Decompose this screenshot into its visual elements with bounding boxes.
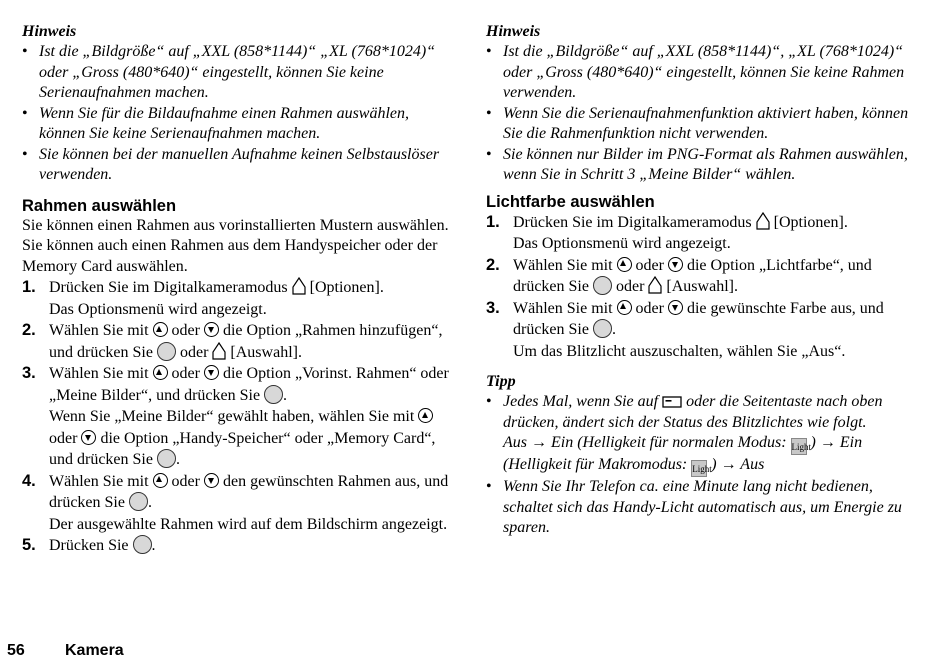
step-item: 4. Wählen Sie mit oder den gewünschten Rahmen aus, und drücken Sie . Der ausgewählte Rahmen wird auf dem Bildschirm angezeigt. <box>22 471 449 533</box>
nav-up-icon <box>153 322 168 337</box>
list-item: • Ist die „Bildgröße“ auf „XXL (858*1144)“ „XL (768*1024)“ oder „Gross (480*640)“ eingestellt, können Sie keine Serienaufnahmen machen. <box>22 43 436 101</box>
softkey-icon <box>212 342 226 360</box>
page-number: 56 <box>7 642 25 659</box>
bullet-icon: • <box>22 104 28 122</box>
step-item: 3. Wählen Sie mit oder die Option „Vorinst. Rahmen“ oder „Meine Bilder“, und drücken Sie . Wenn Sie „Meine Bilder“ gewählt haben, wählen Sie mit oder die Option „Handy-Speicher“ oder „Memory Card“, und drücken Sie . <box>22 364 449 468</box>
intro-paragraph: Sie können einen Rahmen aus vorinstallierten Mustern auswählen. Sie können auch einen Rahmen aus dem Handyspeicher oder der Memory Card auswählen. <box>22 216 449 275</box>
center-key-icon <box>133 535 152 554</box>
section-name: Kamera <box>65 642 124 659</box>
camera-key-icon <box>662 395 682 409</box>
center-key-icon <box>593 276 612 295</box>
section-heading: Rahmen auswählen <box>22 196 177 215</box>
step-item: 2. Wählen Sie mit oder die Option „Lichtfarbe“, und drücken Sie oder [Auswahl]. <box>486 255 872 295</box>
list-item: • Wenn Sie für die Bildaufnahme einen Rahmen auswählen, können Sie keine Serienaufnahmen machen. <box>22 104 410 142</box>
step-item: 2. Wählen Sie mit oder die Option „Rahmen hinzufügen“, und drücken Sie oder [Auswahl]. <box>22 321 443 361</box>
bullet-icon: • <box>22 145 28 163</box>
bullet-icon: • <box>486 104 492 122</box>
list-item: • Wenn Sie die Serienaufnahmenfunktion aktiviert haben, können Sie die Rahmenfunktion nicht verwenden. <box>486 104 909 142</box>
section-heading: Lichtfarbe auswählen <box>486 192 655 211</box>
note-label: Hinweis <box>22 23 77 40</box>
list-item: • Sie können bei der manuellen Aufnahme keinen Selbstauslöser verwenden. <box>22 145 440 183</box>
nav-up-icon <box>153 365 168 380</box>
nav-down-icon <box>668 257 683 272</box>
center-key-icon <box>593 319 612 338</box>
center-key-icon <box>157 449 176 468</box>
nav-up-icon <box>617 300 632 315</box>
page-footer <box>7 642 124 660</box>
nav-up-icon <box>153 473 168 488</box>
bullet-icon: • <box>486 145 492 163</box>
step-list <box>486 212 918 363</box>
step-item: 1. Drücken Sie im Digitalkameramodus [Optionen]. Das Optionsmenü wird angezeigt. <box>22 278 384 318</box>
softkey-icon <box>648 276 662 294</box>
left-column <box>22 22 452 557</box>
nav-down-icon <box>81 430 96 445</box>
light-icon: Light <box>791 438 807 455</box>
note-label: Hinweis <box>486 23 541 40</box>
step-list <box>22 277 452 557</box>
light-icon: Light <box>691 460 707 477</box>
list-item: • Wenn Sie Ihr Telefon ca. eine Minute lang nicht bedienen, schaltet sich das Handy-Licht automatisch aus, um Energie zu sparen. <box>486 478 902 536</box>
nav-up-icon <box>418 408 433 423</box>
center-key-icon <box>264 385 283 404</box>
nav-down-icon <box>204 365 219 380</box>
list-item: • Sie können nur Bilder im PNG-Format als Rahmen auswählen, wenn Sie in Schritt 3 „Meine Bilder“ wählen. <box>486 145 908 183</box>
softkey-icon <box>292 277 306 295</box>
tip-label: Tipp <box>486 373 516 390</box>
tip-list <box>486 392 918 539</box>
list-item: • Jedes Mal, wenn Sie auf oder die Seitentaste nach oben drücken, ändert sich der Status des Blitzlichtes wie folgt. Aus → Ein (Helligkeit für normalen Modus: Light ) → Ein (Helligkeit für Makromodus: Light ) → Aus <box>486 392 918 477</box>
nav-down-icon <box>204 322 219 337</box>
center-key-icon <box>157 342 176 361</box>
bullet-icon: • <box>486 43 492 60</box>
note-list <box>22 42 452 186</box>
step-item: 1. Drücken Sie im Digitalkameramodus [Optionen]. Das Optionsmenü wird angezeigt. <box>486 212 848 252</box>
nav-up-icon <box>617 257 632 272</box>
center-key-icon <box>129 492 148 511</box>
step-item: 5. Drücken Sie . <box>22 536 156 554</box>
bullet-icon: • <box>486 478 492 495</box>
softkey-icon <box>756 212 770 230</box>
list-item: • Ist die „Bildgröße“ auf „XXL (858*1144)“, „XL (768*1024)“ oder „Gross (480*640)“ eingestellt, können Sie keine Rahmen verwenden. <box>486 43 905 101</box>
nav-down-icon <box>668 300 683 315</box>
note-list <box>486 42 918 186</box>
step-item: 3. Wählen Sie mit oder die gewünschte Farbe aus, und drücken Sie . Um das Blitzlicht auszuschalten, wählen Sie „Aus“. <box>486 298 884 360</box>
nav-down-icon <box>204 473 219 488</box>
bullet-icon: • <box>22 43 28 60</box>
right-column <box>486 22 918 539</box>
bullet-icon: • <box>486 393 492 410</box>
